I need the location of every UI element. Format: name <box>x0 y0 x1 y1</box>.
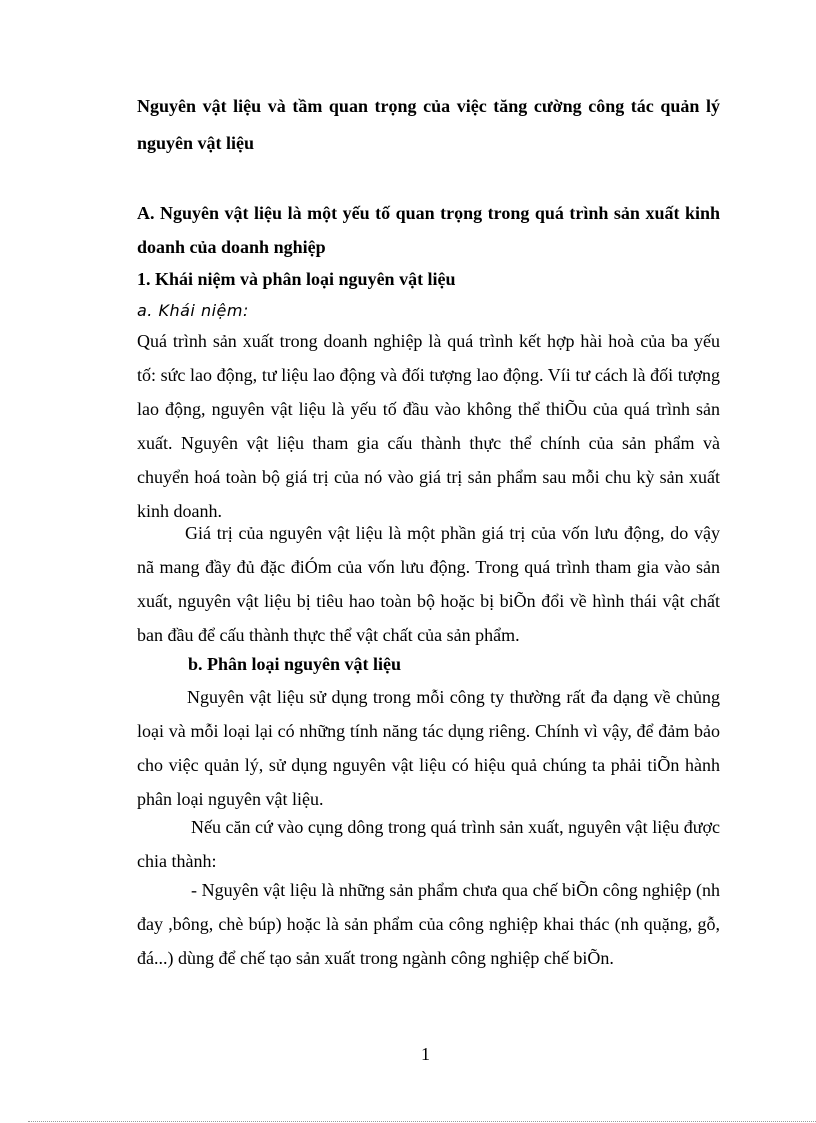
paragraph-5: - Nguyên vật liệu là những sản phẩm chưa qua chế biÕn công nghiệp (nh đay ,bông, chè búp) hoặc là sản phẩm của công nghiệp khai thác (nh quặng, gỗ, đá...) dùng để chế tạo sản xuất trong ngành công nghiệp chế biÕn. <box>137 880 720 968</box>
paragraph-4: Nếu căn cứ vào cụng dông trong quá trình sản xuất, nguyên vật liệu được chia thành: <box>137 817 720 871</box>
page-bottom-divider <box>28 1121 816 1122</box>
subsection-heading-b: b. Phân loại nguyên vật liệu <box>188 654 402 674</box>
page-number: 1 <box>421 1044 430 1064</box>
section-heading-a: A. Nguyên vật liệu là một yếu tố quan trọng trong quá trình sản xuất kinh doanh của doanh nghiệp <box>137 203 720 257</box>
paragraph-2: Giá trị của nguyên vật liệu là một phần giá trị của vốn lưu động, do vậy nã mang đầy đủ đặc điÓm của vốn lưu động. Trong quá trình tham gia vào sản xuất, nguyên vật liệu bị tiêu hao toàn bộ hoặc bị biÕn đổi về hình thái vật chất ban đầu để cấu thành thực thể vật chất của sản phẩm. <box>137 523 720 645</box>
document-title: Nguyên vật liệu và tầm quan trọng của việc tăng cường công tác quản lý nguyên vật liệu <box>137 96 720 153</box>
paragraph-3: Nguyên vật liệu sử dụng trong mỗi công ty thường rất đa dạng về chủng loại và mỗi loại lại có những tính năng tác dụng riêng. Chính vì vậy, để đảm bảo cho việc quản lý, sử dụng nguyên vật liệu có hiệu quả chúng ta phải tiÕn hành phân loại nguyên vật liệu. <box>137 687 720 809</box>
subsection-heading-a: a. Khái niệm: <box>137 301 249 320</box>
section-heading-1: 1. Khái niệm và phân loại nguyên vật liệu <box>137 269 456 289</box>
paragraph-1: Quá trình sản xuất trong doanh nghiệp là quá trình kết hợp hài hoà của ba yếu tố: sức lao động, tư liệu lao động và đối tượng lao động. Víi tư cách là đối tượng lao động, nguyên vật liệu là yếu tố đầu vào không thể thiÕu của quá trình sản xuất. Nguyên vật liệu tham gia cấu thành thực thể chính của sản phẩm và chuyển hoá toàn bộ giá trị của nó vào giá trị sản phẩm sau mỗi chu kỳ sản xuất kinh doanh. <box>137 331 720 521</box>
